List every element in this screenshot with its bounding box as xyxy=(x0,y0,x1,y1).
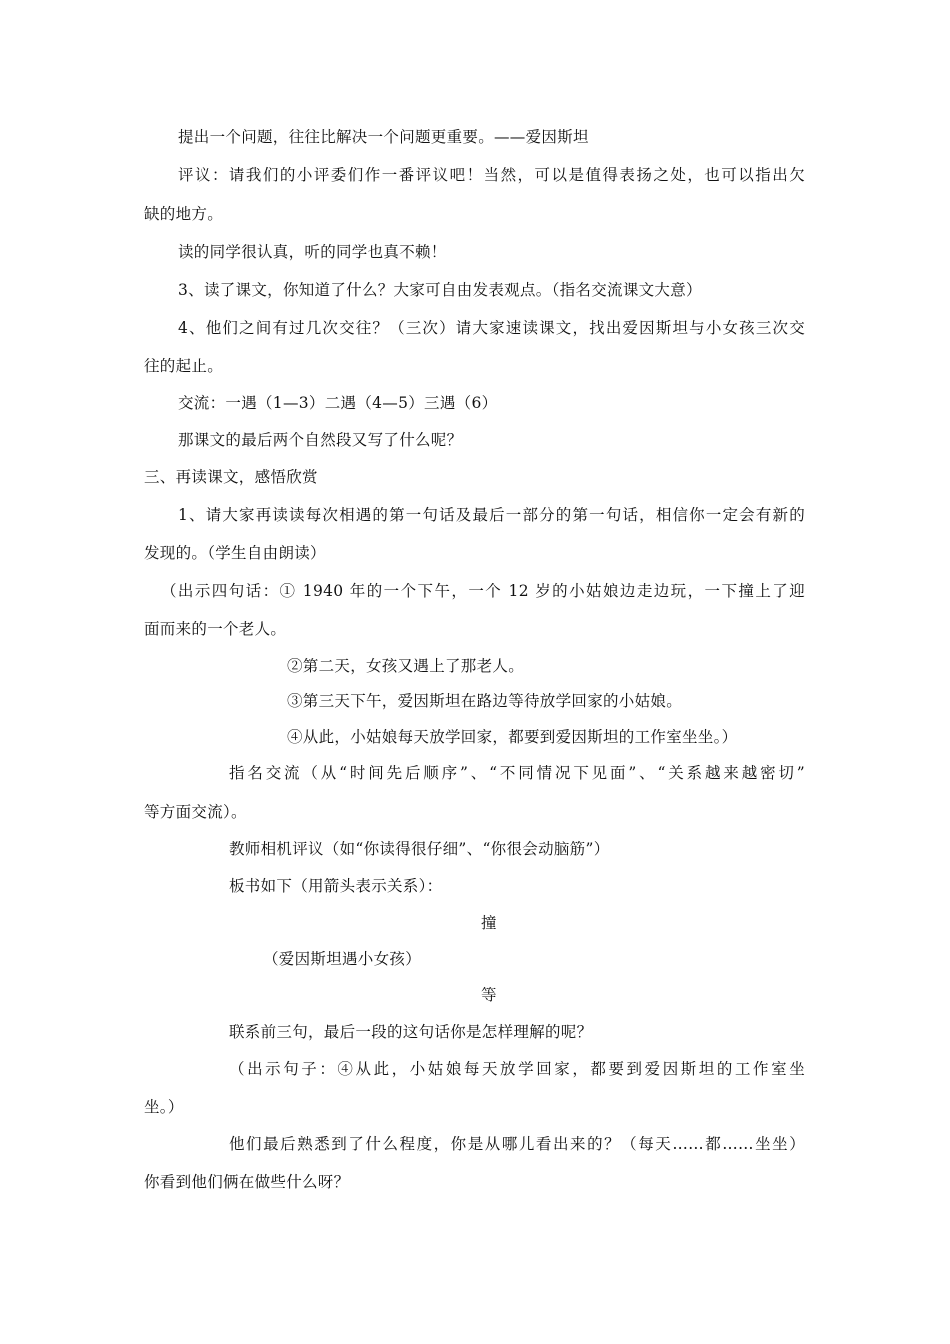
paragraph-line: 联系前三句，最后一段的这句话你是怎样理解的呢？ xyxy=(229,1023,593,1041)
paragraph-line: 指名交流（从“时间先后顺序”、“不同情况下见面”、“关系越来越密切” xyxy=(229,764,805,782)
paragraph-line: 教师相机评议（如“你读得很仔细”、“你很会动脑筋”） xyxy=(229,840,610,858)
list-item: ②第二天，女孩又遇上了那老人。 xyxy=(287,657,525,675)
paragraph-line: 你看到他们俩在做些什么呀？ xyxy=(144,1173,350,1191)
paragraph-line: 往的起止。 xyxy=(144,357,224,375)
paragraph-line: 交流：一遇（1—3）二遇（4—5）三遇（6） xyxy=(178,394,498,412)
board-label: （爱因斯坦遇小女孩） xyxy=(263,950,422,968)
paragraph-line: （出示句子：④从此，小姑娘每天放学回家，都要到爱因斯坦的工作室坐 xyxy=(229,1060,805,1078)
paragraph-line: 1、请大家再读读每次相遇的第一句话及最后一部分的第一句话，相信你一定会有新的 xyxy=(178,506,805,524)
paragraph-line: 坐。） xyxy=(144,1098,184,1116)
list-item: ③第三天下午，爱因斯坦在路边等待放学回家的小姑娘。 xyxy=(287,692,683,710)
paragraph-line: 3、读了课文，你知道了什么？大家可自由发表观点。（指名交流课文大意） xyxy=(178,281,702,299)
paragraph-line: 面而来的一个老人。 xyxy=(144,620,287,638)
paragraph-line: 缺的地方。 xyxy=(144,205,224,223)
paragraph-line: 评议：请我们的小评委们作一番评议吧！当然，可以是值得表扬之处，也可以指出欠 xyxy=(178,166,805,184)
paragraph-line: （出示四句话：① 1940 年的一个下午，一个 12 岁的小姑娘边走边玩，一下撞上了迎 xyxy=(161,582,805,600)
board-word: 撞 xyxy=(481,914,497,932)
paragraph-line: 等方面交流）。 xyxy=(144,803,247,821)
paragraph-line: 那课文的最后两个自然段又写了什么呢？ xyxy=(178,431,463,449)
paragraph-line: 他们最后熟悉到了什么程度，你是从哪儿看出来的？（每天……都……坐坐） xyxy=(229,1135,805,1153)
quote-line: 提出一个问题，往往比解决一个问题更重要。——爱因斯坦 xyxy=(178,128,589,146)
section-heading: 三、再读课文，感悟欣赏 xyxy=(144,468,318,486)
paragraph-line: 板书如下（用箭头表示关系）： xyxy=(229,877,443,895)
paragraph-line: 4、他们之间有过几次交往？（三次）请大家速读课文，找出爱因斯坦与小女孩三次交 xyxy=(178,319,805,337)
board-word: 等 xyxy=(481,986,497,1004)
paragraph-line: 发现的。（学生自由朗读） xyxy=(144,544,326,562)
list-item: ④从此，小姑娘每天放学回家，都要到爱因斯坦的工作室坐坐。） xyxy=(287,728,738,746)
paragraph-line: 读的同学很认真，听的同学也真不赖！ xyxy=(178,243,447,261)
